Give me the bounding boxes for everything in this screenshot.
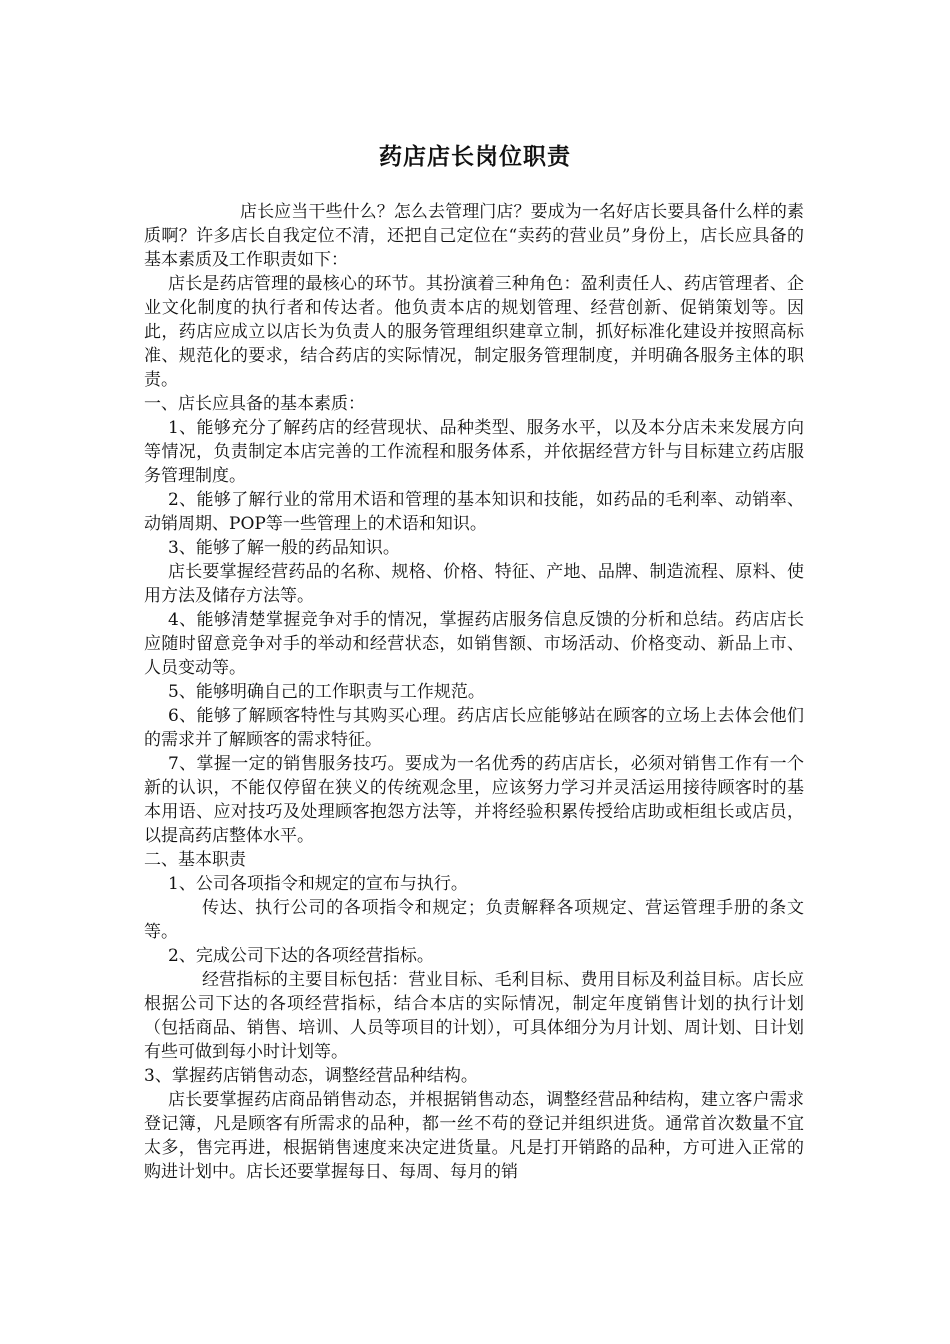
paragraph: 经营指标的主要目标包括：营业目标、毛利目标、费用目标及利益目标。店长应根据公司下达的各项经营指标，结合本店的实际情况，制定年度销售计划的执行计划（包括商品、销售、培训、人员等项目的计划），可具体细分为月计划、周计划、日计划有些可做到每小时计划等。: [144, 970, 804, 1062]
paragraph: 店长要掌握药店商品销售动态，并根据销售动态，调整经营品种结构，建立客户需求登记簿，凡是顾客有所需求的品种，都一丝不苟的登记并组织进货。通常首次数量不宜太多，售完再进，根据销售速度来决定进货量。凡是打开销路的品种，方可进入正常的购进计划中。店长还要掌握每日、每周、每月的销: [144, 1090, 804, 1182]
paragraph: 1、能够充分了解药店的经营现状、品种类型、服务水平，以及本分店未来发展方向等情况，负责制定本店完善的工作流程和服务体系，并依据经营方针与目标建立药店服务管理制度。: [144, 418, 804, 486]
paragraph: 店长应当干些什么？怎么去管理门店？要成为一名好店长要具备什么样的素质啊？许多店长自我定位不清，还把自己定位在“卖药的营业员”身份上，店长应具备的基本素质及工作职责如下：: [144, 202, 804, 270]
paragraph: 店长是药店管理的最核心的环节。其扮演着三种角色：盈利责任人、药店管理者、企业文化制度的执行者和传达者。他负责本店的规划管理、经营创新、促销策划等。因此，药店应成立以店长为负责人的服务管理组织建章立制，抓好标准化建设并按照高标准、规范化的要求，结合药店的实际情况，制定服务管理制度，并明确各服务主体的职责。: [144, 274, 804, 390]
paragraph: 2、能够了解行业的常用术语和管理的基本知识和技能，如药品的毛利率、动销率、动销周期、POP等一些管理上的术语和知识。: [144, 490, 804, 534]
document-body: [144, 200, 804, 1184]
paragraph: 店长要掌握经营药品的名称、规格、价格、特征、产地、品牌、制造流程、原料、使用方法及储存方法等。: [144, 562, 804, 606]
section-heading: 二、基本职责: [144, 850, 246, 870]
paragraph: 4、能够清楚掌握竞争对手的情况，掌握药店服务信息反馈的分析和总结。药店店长应随时留意竞争对手的举动和经营状态，如销售额、市场活动、价格变动、新品上市、人员变动等。: [144, 610, 804, 678]
paragraph: 6、能够了解顾客特性与其购买心理。药店店长应能够站在顾客的立场上去体会他们的需求并了解顾客的需求特征。: [144, 706, 804, 750]
paragraph: 3、能够了解一般的药品知识。: [168, 538, 400, 558]
paragraph: 5、能够明确自己的工作职责与工作规范。: [168, 682, 485, 702]
paragraph: 传达、执行公司的各项指令和规定；负责解释各项规定、营运管理手册的条文等。: [144, 898, 804, 942]
paragraph: 7、掌握一定的销售服务技巧。要成为一名优秀的药店店长，必须对销售工作有一个新的认识，不能仅停留在狭义的传统观念里，应该努力学习并灵活运用接待顾客时的基本用语、应对技巧及处理顾客抱怨方法等，并将经验积累传授给店助或柜组长或店员，以提高药店整体水平。: [144, 754, 804, 846]
section-heading: 3、掌握药店销售动态，调整经营品种结构。: [144, 1066, 478, 1086]
section-heading: 一、店长应具备的基本素质：: [144, 394, 365, 414]
page-title: 药店店长岗位职责: [379, 143, 571, 170]
paragraph: 2、完成公司下达的各项经营指标。: [168, 946, 434, 966]
paragraph: 1、公司各项指令和规定的宣布与执行。: [168, 874, 468, 894]
